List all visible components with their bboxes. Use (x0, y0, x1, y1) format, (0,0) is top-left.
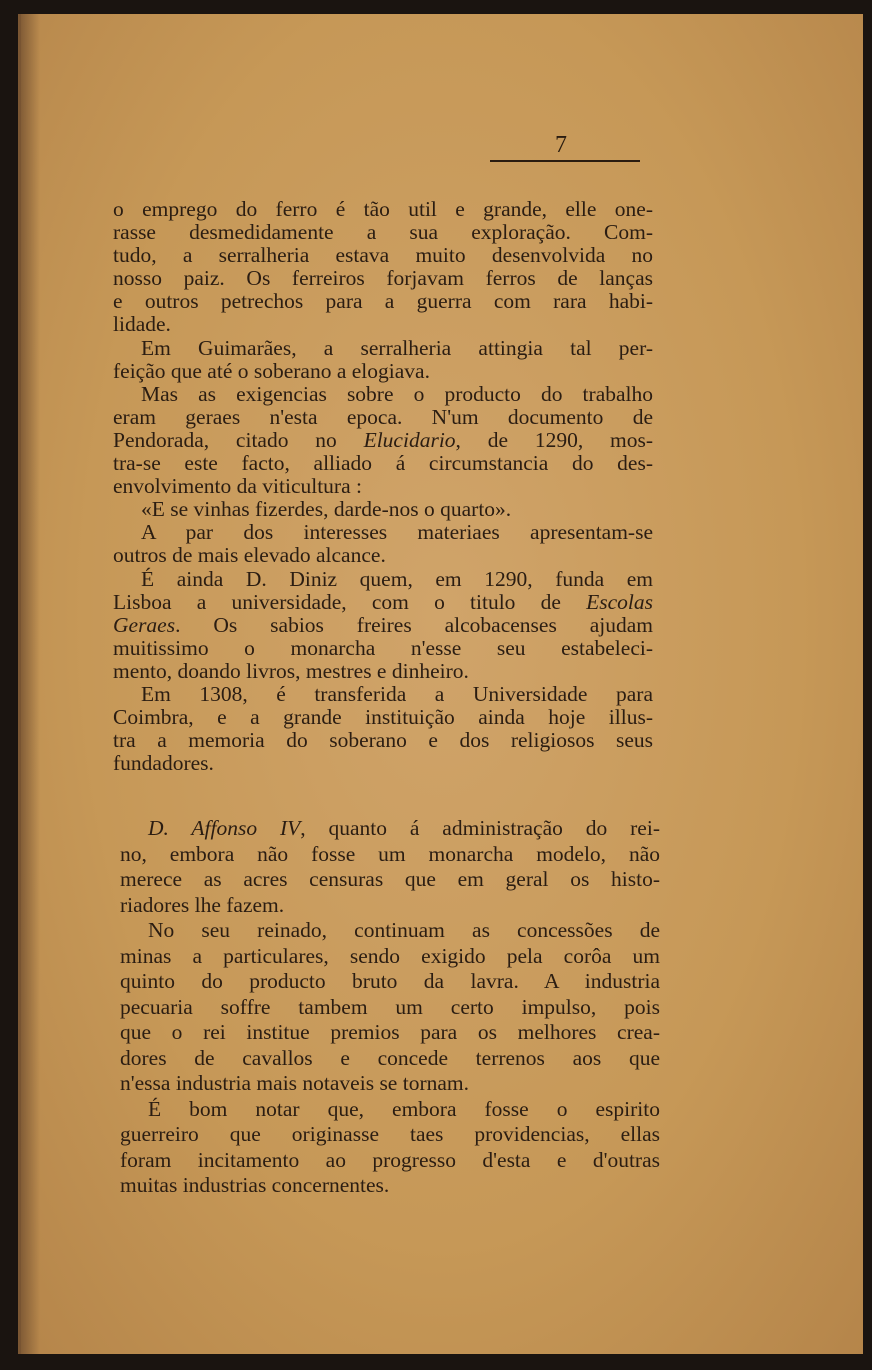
text-segment: eram geraes n'esta epoca. N'um documento de (113, 404, 653, 429)
paragraph (120, 1097, 660, 1199)
text-segment: muitas industrias concernentes. (120, 1173, 390, 1197)
text-segment: pecuaria soffre tambem um certo impulso, pois (120, 994, 660, 1019)
text-segment: n'essa industria mais notaveis se tornam. (120, 1071, 469, 1095)
text-line (113, 752, 653, 775)
text-line (120, 1020, 660, 1046)
text-line (120, 995, 660, 1021)
text-line (120, 1173, 660, 1199)
paragraph (113, 383, 653, 498)
text-line (113, 637, 653, 660)
text-segment: foram incitamento ao progresso d'esta e d'outras (120, 1147, 660, 1172)
text-line (113, 198, 653, 221)
paragraph (113, 198, 653, 337)
text-segment: Em Guimarães, a serralheria attingia tal per- (141, 335, 653, 360)
text-segment: lidade. (113, 312, 171, 337)
text-line (113, 660, 653, 683)
text-line (113, 337, 653, 360)
text-segment: feição que até o soberano a elogiava. (113, 358, 430, 383)
paragraph (113, 521, 653, 567)
text-line (113, 383, 653, 406)
text-line (113, 290, 653, 313)
text-segment: o emprego do ferro é tão util e grande, elle one- (113, 197, 653, 221)
text-line (113, 267, 653, 290)
text-segment: tra-se este facto, alliado á circumstancia do des- (113, 451, 653, 476)
text-line (113, 244, 653, 267)
text-segment: outros de mais elevado alcance. (113, 543, 386, 568)
text-segment: merece as acres censuras que em geral os histo- (120, 867, 660, 891)
italic-text: Escolas (586, 589, 653, 614)
text-line (113, 429, 653, 452)
text-segment: quinto do producto bruto da lavra. A industria (120, 969, 660, 993)
text-segment: , de 1290, mos- (455, 427, 654, 452)
text-line (120, 1046, 660, 1072)
text-segment: tudo, a serralheria estava muito desenvolvida no (113, 243, 653, 268)
text-segment: mento, doando livros, mestres e dinheiro. (113, 658, 469, 683)
text-segment: No seu reinado, continuam as concessões de (148, 918, 660, 942)
italic-text: Elucidario (363, 427, 456, 452)
text-line (113, 706, 653, 729)
text-segment: Mas as exigencias sobre o producto do trabalho (141, 381, 653, 406)
text-line (120, 816, 660, 842)
text-segment: riadores lhe fazem. (120, 892, 285, 917)
text-line (113, 313, 653, 336)
header-rule (490, 160, 640, 162)
paragraph (120, 816, 660, 918)
text-segment: que o rei institue premios para os melhores crea- (120, 1020, 660, 1044)
text-segment: , quanto á administração do rei- (300, 816, 660, 840)
paragraph (113, 337, 653, 383)
text-segment: É bom notar que, embora fosse o espirito (148, 1096, 660, 1121)
text-segment: guerreiro que originasse taes providencias, ellas (120, 1122, 660, 1146)
text-line (113, 729, 653, 752)
text-line (120, 1148, 660, 1174)
text-segment: envolvimento da viticultura : (113, 474, 362, 499)
text-line (113, 683, 653, 706)
text-segment: A par dos interesses materiaes apresentam-se (141, 520, 653, 545)
paragraph (120, 918, 660, 1097)
text-segment: tra a memoria do soberano e dos religiosos seus (113, 728, 653, 753)
paragraph (113, 498, 653, 521)
text-line (120, 893, 660, 919)
italic-text: D. Affonso IV (148, 816, 301, 840)
text-segment: Pendorada, citado no (113, 427, 364, 452)
text-segment: e outros petrechos para a guerra com rara habi- (113, 289, 653, 314)
text-line (120, 1097, 660, 1123)
text-segment: no, embora não fosse um monarcha modelo, não (120, 841, 660, 866)
text-line (113, 452, 653, 475)
italic-text: Geraes (113, 612, 176, 637)
text-segment: Lisboa a universidade, com o titulo de (113, 589, 587, 614)
text-segment: dores de cavallos e concede terrenos aos que (120, 1045, 660, 1070)
paragraph (113, 683, 653, 775)
text-line (113, 544, 653, 567)
text-line (120, 867, 660, 893)
text-segment: Em 1308, é transferida a Universidade para (141, 681, 653, 706)
text-line (120, 918, 660, 944)
text-line (113, 406, 653, 429)
text-line (120, 944, 660, 970)
text-line (120, 969, 660, 995)
text-line (120, 1122, 660, 1148)
text-line (113, 568, 653, 591)
text-segment: «E se vinhas fizerdes, darde-nos o quarto». (141, 497, 512, 522)
text-line (113, 521, 653, 544)
text-segment: fundadores. (113, 751, 214, 776)
text-line (113, 498, 653, 521)
text-line (120, 1071, 660, 1097)
text-segment: . Os sabios freires alcobacenses ajudam (175, 612, 653, 637)
text-line (120, 842, 660, 868)
text-line (113, 614, 653, 637)
text-segment: Coimbra, e a grande instituição ainda hoje illus- (113, 705, 653, 730)
text-segment: É ainda D. Diniz quem, em 1290, funda em (141, 566, 653, 591)
paragraph (113, 568, 653, 683)
text-line (113, 591, 653, 614)
text-block-upper (113, 198, 653, 775)
text-segment: nosso paiz. Os ferreiros forjavam ferros de lanças (113, 266, 653, 291)
text-line (113, 221, 653, 244)
page-binding-shadow (18, 14, 40, 1354)
text-segment: muitissimo o monarcha n'esse seu estabeleci- (113, 635, 653, 660)
text-block-lower (120, 816, 660, 1199)
text-line (113, 360, 653, 383)
page-number: 7 (555, 132, 567, 158)
text-segment: rasse desmedidamente a sua exploração. Com- (113, 220, 653, 245)
text-line (113, 475, 653, 498)
text-segment: minas a particulares, sendo exigido pela corôa um (120, 943, 660, 968)
